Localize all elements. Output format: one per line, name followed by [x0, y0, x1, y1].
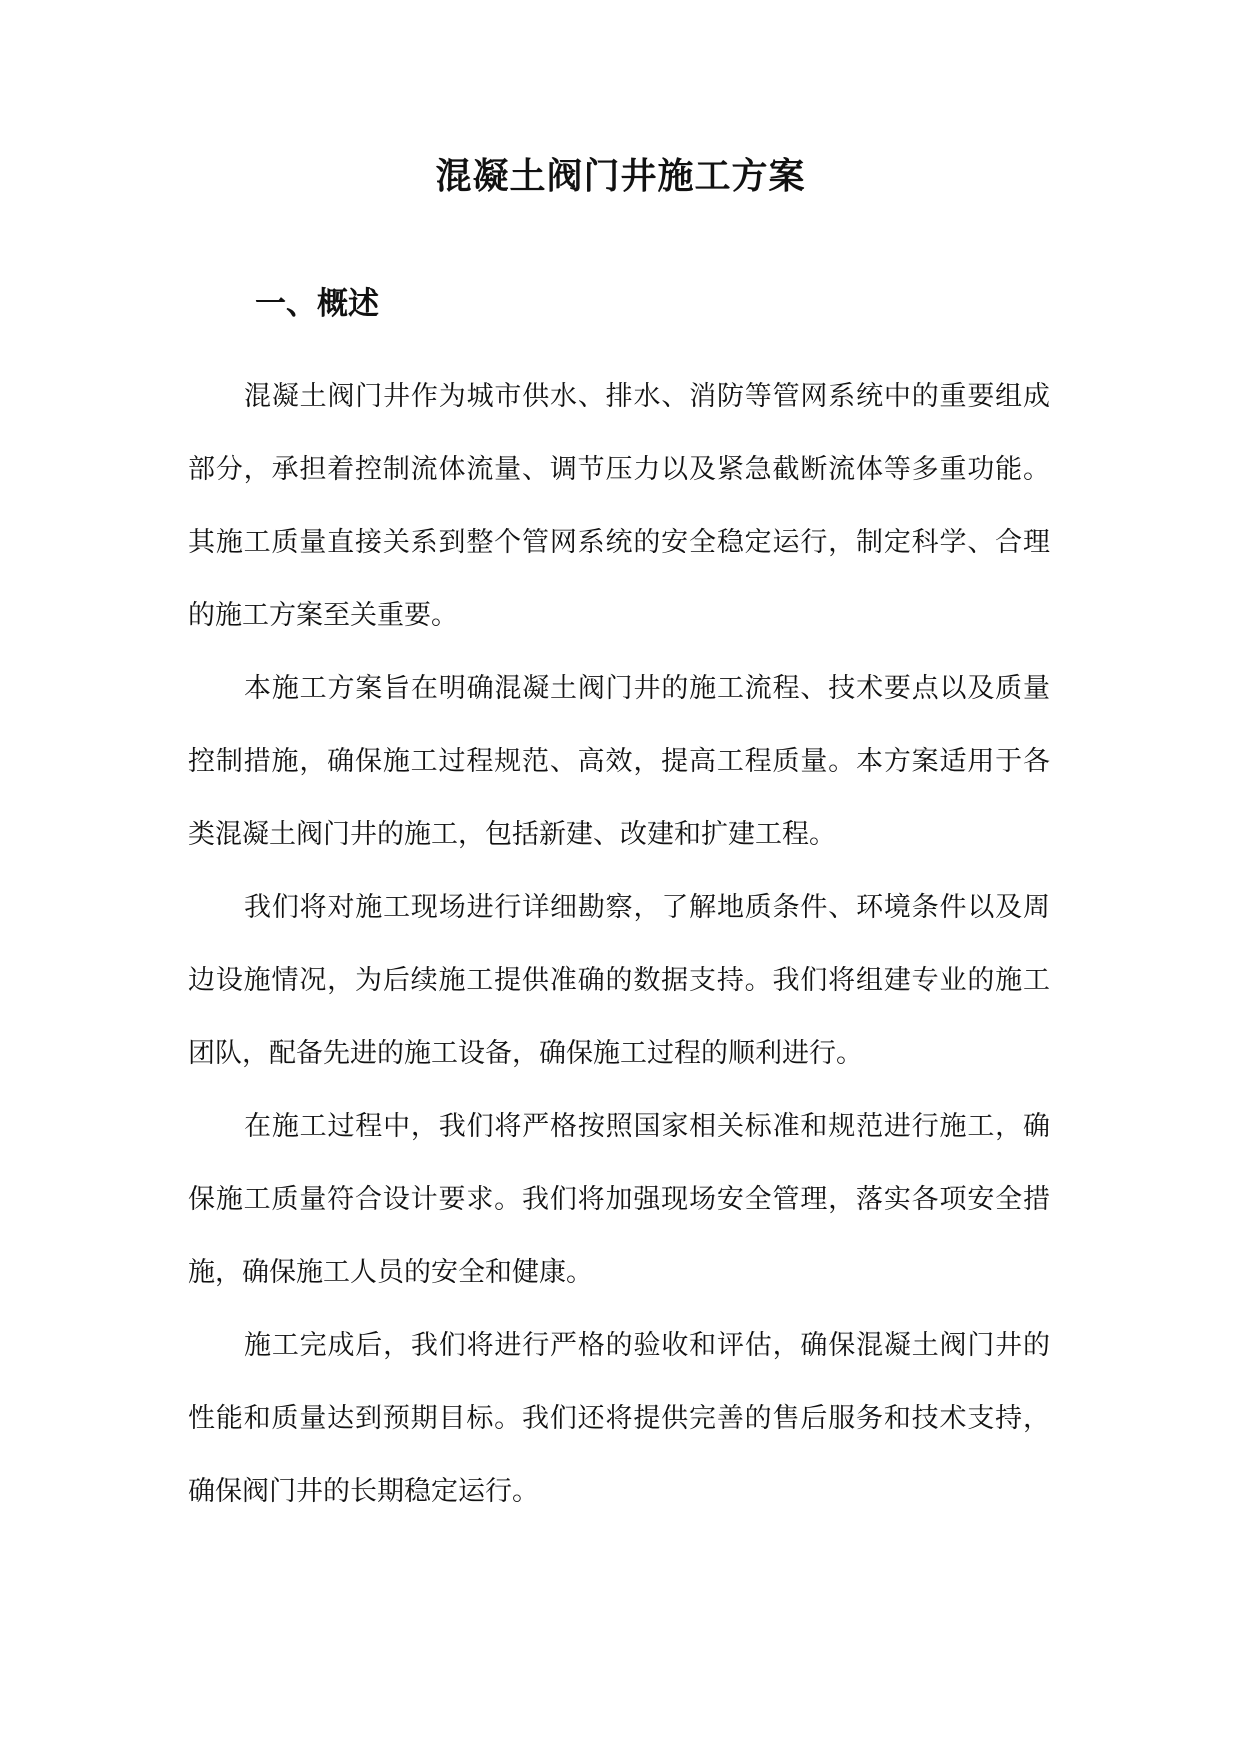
paragraph: 在施工过程中，我们将严格按照国家相关标准和规范进行施工，确保施工质量符合设计要求。我们将加强现场安全管理，落实各项安全措施，确保施工人员的安全和健康。: [188, 1111, 1050, 1288]
document-title: 混凝土阀门井施工方案: [435, 155, 806, 197]
paragraph: 我们将对施工现场进行详细勘察，了解地质条件、环境条件以及周边设施情况，为后续施工提供准确的数据支持。我们将组建专业的施工团队，配备先进的施工设备，确保施工过程的顺利进行。: [188, 892, 1050, 1069]
paragraph: 混凝土阀门井作为城市供水、排水、消防等管网系统中的重要组成部分，承担着控制流体流量、调节压力以及紧急截断流体等多重功能。其施工质量直接关系到整个管网系统的安全稳定运行，制定科学、合理的施工方案至关重要。: [188, 381, 1050, 631]
paragraph: 本施工方案旨在明确混凝土阀门井的施工流程、技术要点以及质量控制措施，确保施工过程规范、高效，提高工程质量。本方案适用于各类混凝土阀门井的施工，包括新建、改建和扩建工程。: [188, 673, 1050, 850]
section-heading-overview: 一、概述: [255, 286, 379, 322]
paragraph: 施工完成后，我们将进行严格的验收和评估，确保混凝土阀门井的性能和质量达到预期目标。我们还将提供完善的售后服务和技术支持，确保阀门井的长期稳定运行。: [188, 1330, 1050, 1507]
